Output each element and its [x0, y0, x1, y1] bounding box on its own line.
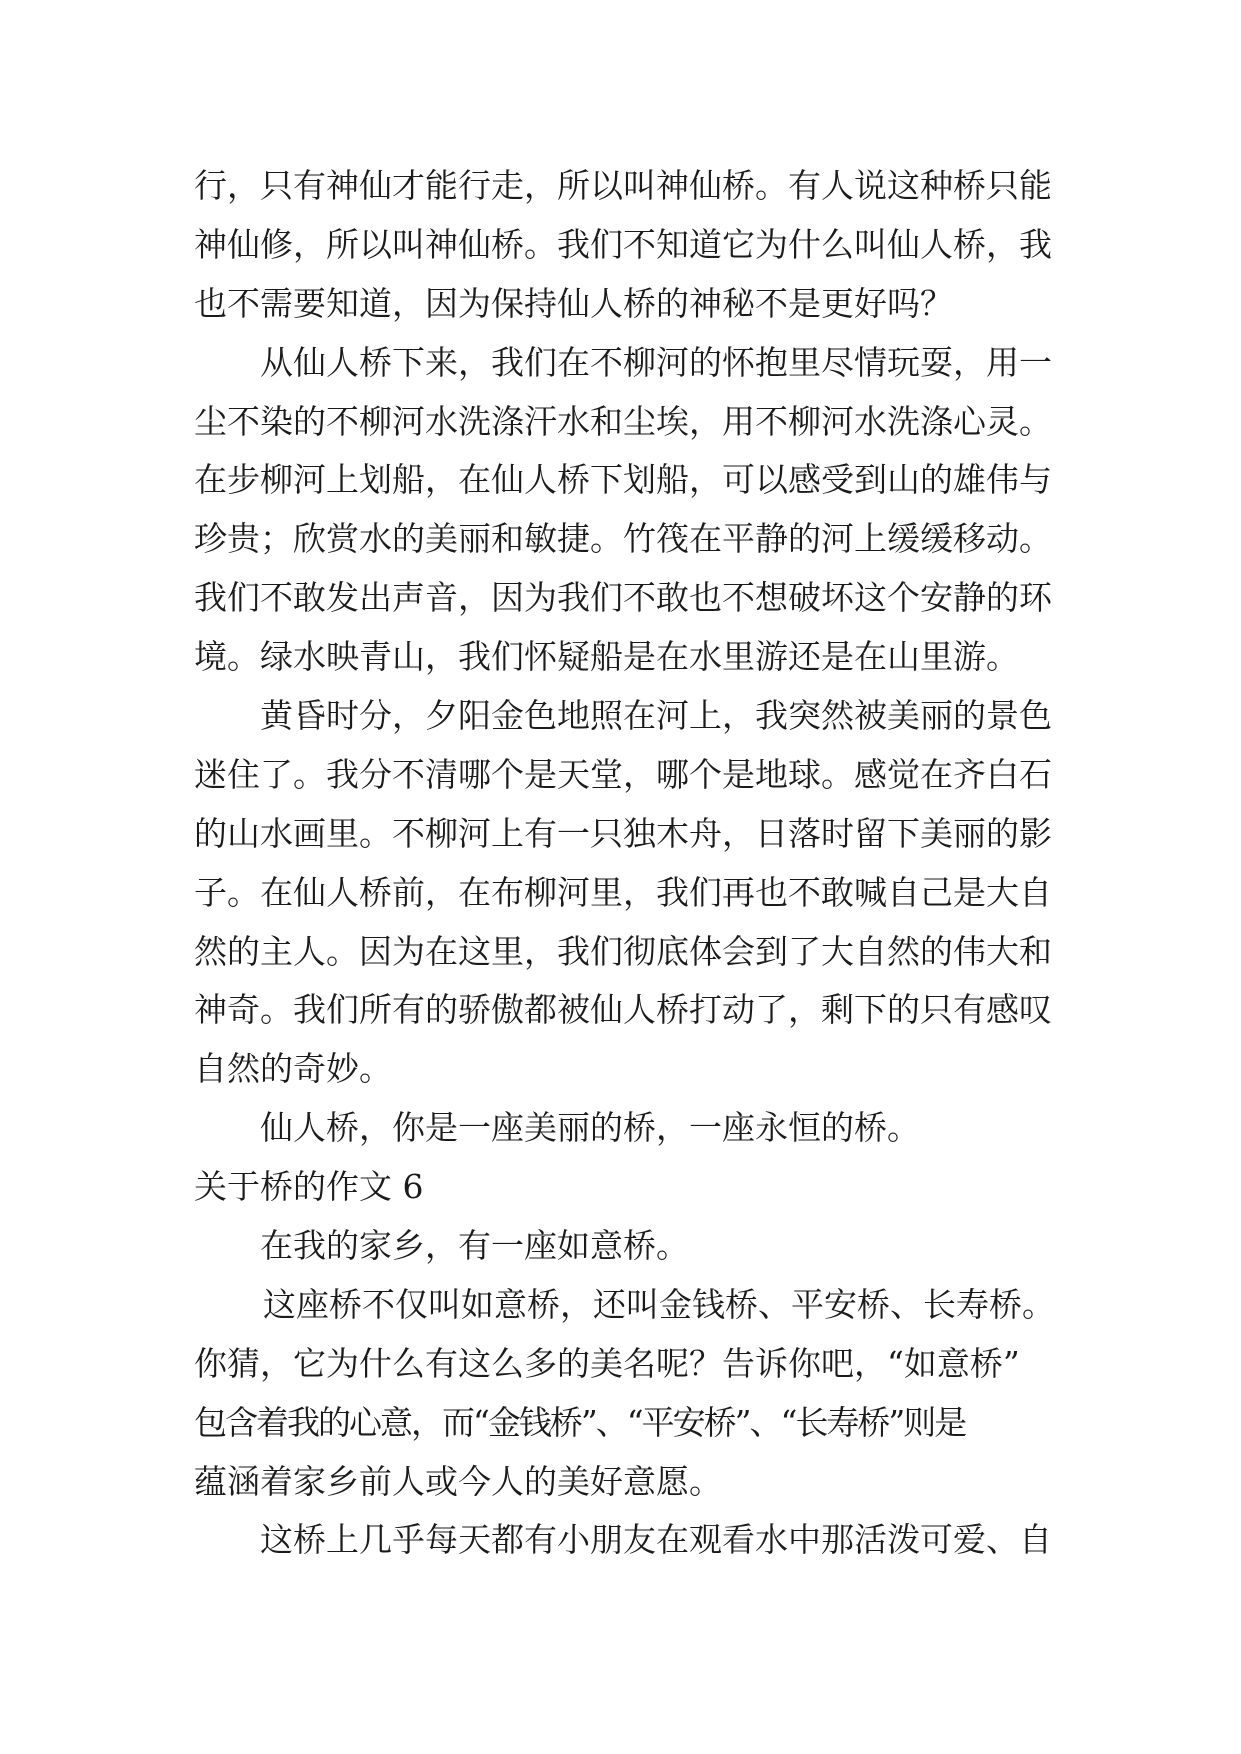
text-line: 自然的奇妙。 — [194, 1049, 392, 1089]
text-line: 然的主人。因为在这里，我们彻底体会到了大自然的伟大和 — [194, 931, 1052, 971]
essay-title: 关于桥的作文 6 — [194, 1167, 424, 1207]
paragraph — [194, 1217, 1094, 1276]
text-line: 珍贵；欣赏水的美丽和敏捷。竹筏在平静的河上缓缓移动。 — [194, 519, 1052, 559]
text-line: 迷住了。我分不清哪个是天堂，哪个是地球。感觉在齐白石 — [194, 754, 1052, 794]
text-line: 黄昏时分，夕阳金色地照在河上，我突然被美丽的景色 — [260, 696, 1052, 736]
text-line: 蕴涵着家乡前人或今人的美好意愿。 — [194, 1461, 722, 1501]
paragraph — [194, 687, 1094, 1099]
text-line: 也不需要知道，因为保持仙人桥的神秘不是更好吗？ — [194, 283, 953, 323]
text-line: 我们不敢发出声音，因为我们不敢也不想破坏这个安静的环 — [194, 578, 1052, 618]
text-line: 尘不染的不柳河水洗涤汗水和尘埃，用不柳河水洗涤心灵。 — [194, 401, 1052, 441]
document-body — [194, 157, 1094, 1570]
text-line: 的山水画里。不柳河上有一只独木舟，日落时留下美丽的影 — [194, 813, 1052, 853]
paragraph — [194, 1511, 1094, 1570]
text-line: 神奇。我们所有的骄傲都被仙人桥打动了，剩下的只有感叹 — [194, 990, 1052, 1030]
text-line: 这座桥不仅叫如意桥，还叫金钱桥、平安桥、长寿桥。 — [263, 1284, 1055, 1324]
paragraph — [194, 1099, 1094, 1158]
text-line: 这桥上几乎每天都有小朋友在观看水中那活泼可爱、自 — [260, 1520, 1052, 1560]
text-line: 子。在仙人桥前，在布柳河里，我们再也不敢喊自己是大自 — [194, 872, 1052, 912]
text-line: 境。绿水映青山，我们怀疑船是在水里游还是在山里游。 — [194, 637, 1019, 677]
text-line: 你猜，它为什么有这么多的美名呢？告诉你吧，“如意桥” — [194, 1343, 1020, 1383]
text-line: 从仙人桥下来，我们在不柳河的怀抱里尽情玩耍，用一 — [260, 342, 1052, 382]
paragraph — [194, 1276, 1094, 1512]
text-line: 行，只有神仙才能行走，所以叫神仙桥。有人说这种桥只能 — [194, 166, 1052, 205]
text-line: 神仙修，所以叫神仙桥。我们不知道它为什么叫仙人桥，我 — [194, 224, 1052, 264]
text-line: 在我的家乡，有一座如意桥。 — [260, 1226, 689, 1266]
text-line: 仙人桥，你是一座美丽的桥，一座永恒的桥。 — [260, 1108, 920, 1148]
paragraph — [194, 334, 1094, 687]
text-line: 在步柳河上划船，在仙人桥下划船，可以感受到山的雄伟与 — [194, 460, 1052, 500]
text-line: 包含着我的心意，而“金钱桥”、“平安桥”、“长寿桥”则是 — [194, 1402, 966, 1442]
paragraph-continued — [194, 157, 1094, 334]
